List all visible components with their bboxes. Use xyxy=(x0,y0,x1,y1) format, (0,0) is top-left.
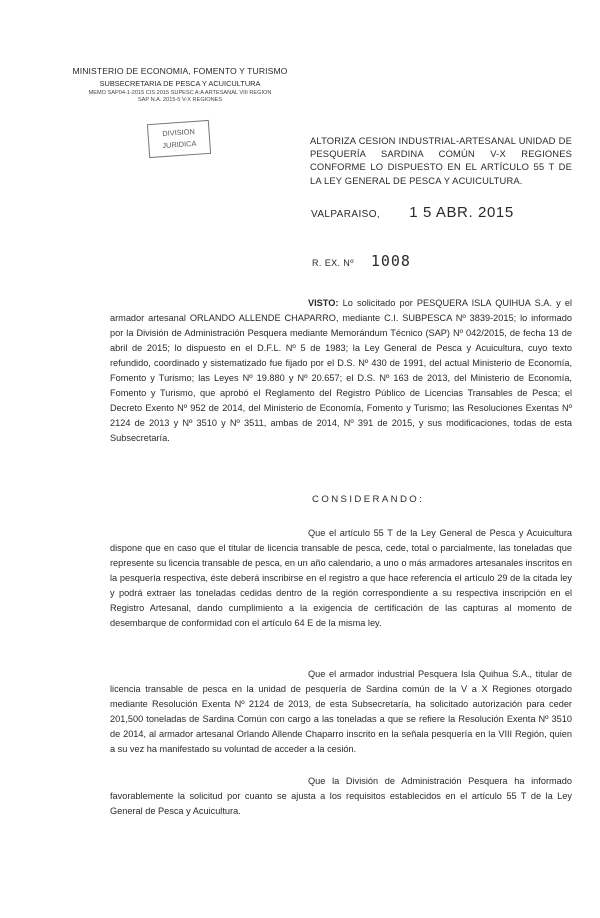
date-line xyxy=(311,204,514,221)
stamp-line-2: JURIDICA xyxy=(162,138,197,151)
considerando-heading: CONSIDERANDO: xyxy=(312,494,425,505)
visto-text: Lo solicitado por PESQUERA ISLA QUIHUA S.A. y el armador artesanal ORLANDO ALLENDE CHAPARRO, mediante C.I. SUBPESCA Nº 3839-2015; lo informado por la División de Administración Pesquera mediante Memorándum Técnico (SAP) Nº 042/2015, de fecha 13 de abril de 2015; lo dispuesto en el D.F.L. Nº 5 de 1983; la Ley General de Pesca y Acuicultura, cuyo texto refundido, coordinado y sistematizado fue fijado por el D.S. Nº 430 de 1991, del actual Ministerio de Economía, Fomento y Turismo; las Leyes Nº 19.880 y Nº 20.657; el D.S. Nº 163 de 2013, del Ministerio de Economía, Fomento y Turismo, que aprobó el Reglamento del Registro Público de Licencias Transables de Pesca; el Decreto Exento Nº 952 de 2014, del Ministerio de Economía, Fomento y Turismo; las Resoluciones Exentas Nº 2124 de 2013 y Nº 3510 y Nº 3511, ambas de 2014, Nº 391 de 2015, y sus modificaciones, todas de esta Subsecretaría. xyxy=(110,298,572,443)
division-juridica-stamp xyxy=(147,120,211,158)
stamp-line-1: DIVISION xyxy=(162,126,196,139)
considerando-paragraph-1: Que el artículo 55 T de la Ley General de Pesca y Acuicultura dispone que en caso que el titular de licencia transable de pesca, cede, total o parcialmente, las toneladas que represente su licencia transable de pesca, en un año calendario, a uno o más armadores artesanales inscritos en la pesquería respectiva, éste deberá inscribirse en el registro a que hace referencia el artículo 29 de la citada ley y podrá extraer las toneladas cedidas dentro de la región correspondiente a su respectiva inscripción en el Registro Artesanal, dando cumplimiento a la exigencia de certificación de las capturas al momento de desembarque de conformidad con el artículo 64 E de la misma ley. xyxy=(110,528,572,628)
place: VALPARAISO, xyxy=(311,209,381,220)
considerando-paragraph-3: Que la División de Administración Pesquera ha informado favorablemente la solicitud por cuanto se ajusta a los requisitos establecidos en el artículo 55 T de la Ley General de Pesca y Acuicultura. xyxy=(110,776,572,816)
ministry-header xyxy=(60,66,300,103)
resolution-subject: ALTORIZA CESION INDUSTRIAL-ARTESANAL UNIDAD DE PESQUERÍA SARDINA COMÚN V-X REGIONES CONFORME LO DISPUESTO EN EL ARTÍCULO 55 T DE LA LEY GENERAL DE PESCA Y ACUICULTURA. xyxy=(310,135,572,186)
memo-reference-line-1: MEMO SAP04-1-2015 CIS 2015 SUPESC A:A ARTESANAL VIII REGION xyxy=(88,90,272,96)
visto-paragraph xyxy=(110,296,572,446)
resolution-number: 1008 xyxy=(370,252,411,270)
memo-reference-line-2: SAP N.A. 2015-5 V-X REGIONES xyxy=(137,97,223,103)
resolution-date: 1 5 ABR. 2015 xyxy=(409,204,514,221)
considerando-paragraph-2: Que el armador industrial Pesquera Isla Quihua S.A., titular de licencia transable de pesca en la unidad de pesquería de Sardina común de la V a X Regiones otorgado mediante Resolución Exenta Nº 2124 de 2013, de esta Subsecretaría, ha solicitado autorización para ceder 201,500 toneladas de Sardina Común con cargo a las toneladas a que se refiere la Resolución Exenta Nº 3510 de 2014, al armador artesanal Orlando Allende Chaparro inscrito en la señala pesquería en la VIII Región, quien a su vez ha manifestado su voluntad de acceder a la cesión. xyxy=(110,669,572,754)
ministry-name: MINISTERIO DE ECONOMIA, FOMENTO Y TURISMO xyxy=(72,66,288,76)
subsecretaria-name: SUBSECRETARIA DE PESCA Y ACUICULTURA xyxy=(99,79,261,88)
visto-label: VISTO: xyxy=(308,298,339,308)
resolution-number-label: R. EX. Nº xyxy=(312,258,354,268)
resolution-number-line xyxy=(312,252,411,270)
